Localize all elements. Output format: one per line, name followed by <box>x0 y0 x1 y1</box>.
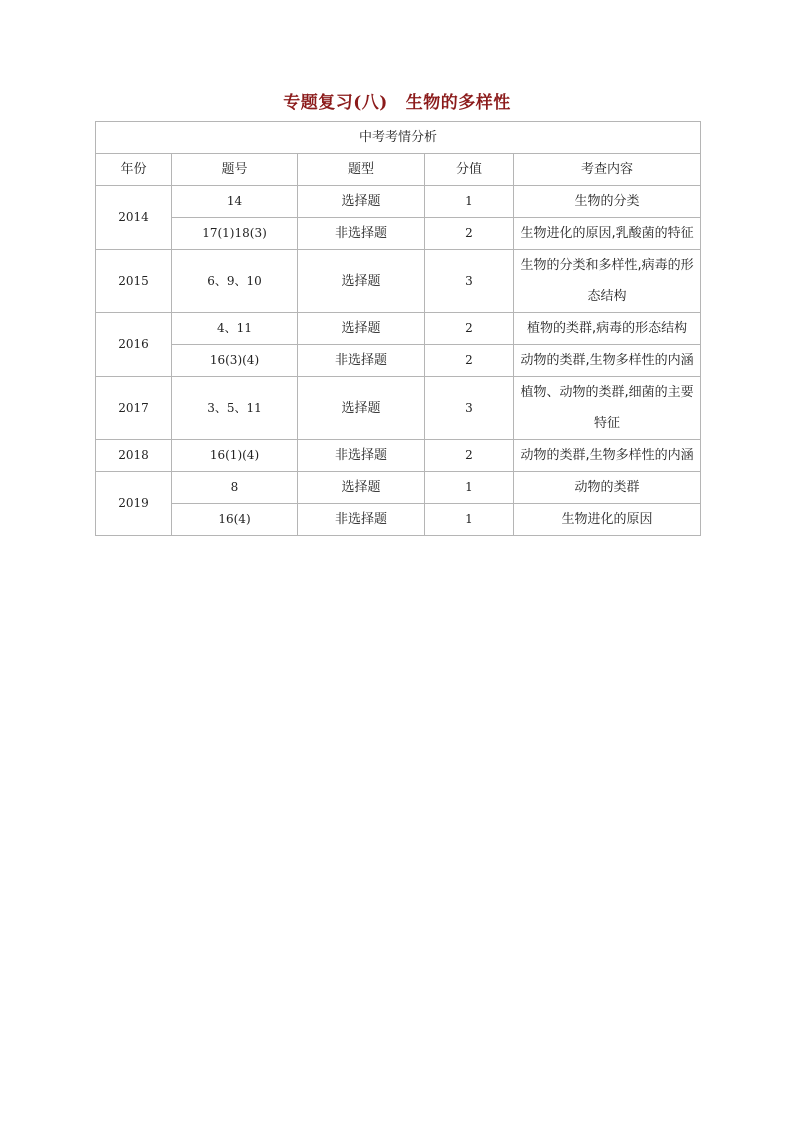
cell-question-type: 选择题 <box>298 313 425 345</box>
header-year: 年份 <box>96 154 172 186</box>
cell-score: 1 <box>425 504 514 536</box>
cell-question-type: 非选择题 <box>298 218 425 250</box>
table-header-row <box>96 154 701 186</box>
table-row <box>96 218 701 250</box>
cell-year: 2018 <box>96 440 172 472</box>
cell-content: 植物、动物的类群,细菌的主要特征 <box>514 377 701 440</box>
cell-score: 2 <box>425 345 514 377</box>
cell-year: 2016 <box>96 313 172 377</box>
cell-question-type: 选择题 <box>298 472 425 504</box>
cell-question-number: 3、5、11 <box>172 377 298 440</box>
cell-content: 生物进化的原因,乳酸菌的特征 <box>514 218 701 250</box>
cell-content: 植物的类群,病毒的形态结构 <box>514 313 701 345</box>
table-caption-row <box>96 122 701 154</box>
cell-question-number: 17(1)18(3) <box>172 218 298 250</box>
header-question-type: 题型 <box>298 154 425 186</box>
table-row <box>96 504 701 536</box>
cell-question-number: 16(3)(4) <box>172 345 298 377</box>
cell-content: 生物的分类和多样性,病毒的形态结构 <box>514 250 701 313</box>
table-row <box>96 377 701 440</box>
table-row <box>96 345 701 377</box>
header-score: 分值 <box>425 154 514 186</box>
cell-score: 2 <box>425 218 514 250</box>
table-row <box>96 313 701 345</box>
cell-score: 2 <box>425 313 514 345</box>
cell-question-type: 非选择题 <box>298 345 425 377</box>
cell-score: 3 <box>425 250 514 313</box>
cell-content: 动物的类群,生物多样性的内涵 <box>514 440 701 472</box>
cell-question-number: 16(4) <box>172 504 298 536</box>
cell-question-number: 14 <box>172 186 298 218</box>
cell-question-type: 选择题 <box>298 377 425 440</box>
table-row <box>96 440 701 472</box>
exam-analysis-table <box>95 121 701 536</box>
cell-content: 动物的类群,生物多样性的内涵 <box>514 345 701 377</box>
cell-year: 2014 <box>96 186 172 250</box>
cell-content: 生物进化的原因 <box>514 504 701 536</box>
table-caption: 中考考情分析 <box>96 122 701 154</box>
cell-question-type: 选择题 <box>298 186 425 218</box>
cell-question-type: 选择题 <box>298 250 425 313</box>
table-row <box>96 472 701 504</box>
table-row <box>96 250 701 313</box>
cell-year: 2015 <box>96 250 172 313</box>
cell-question-type: 非选择题 <box>298 440 425 472</box>
cell-score: 2 <box>425 440 514 472</box>
cell-question-number: 8 <box>172 472 298 504</box>
cell-question-number: 6、9、10 <box>172 250 298 313</box>
cell-question-type: 非选择题 <box>298 504 425 536</box>
table-row <box>96 186 701 218</box>
header-content: 考查内容 <box>514 154 701 186</box>
cell-content: 生物的分类 <box>514 186 701 218</box>
cell-year: 2019 <box>96 472 172 536</box>
cell-score: 1 <box>425 472 514 504</box>
title-part2: 生物的多样性 <box>405 93 511 113</box>
cell-content: 动物的类群 <box>514 472 701 504</box>
header-question-number: 题号 <box>172 154 298 186</box>
page-title <box>0 88 794 113</box>
cell-question-number: 16(1)(4) <box>172 440 298 472</box>
title-part1: 专题复习(八) <box>283 93 388 113</box>
cell-score: 1 <box>425 186 514 218</box>
cell-question-number: 4、11 <box>172 313 298 345</box>
cell-score: 3 <box>425 377 514 440</box>
cell-year: 2017 <box>96 377 172 440</box>
